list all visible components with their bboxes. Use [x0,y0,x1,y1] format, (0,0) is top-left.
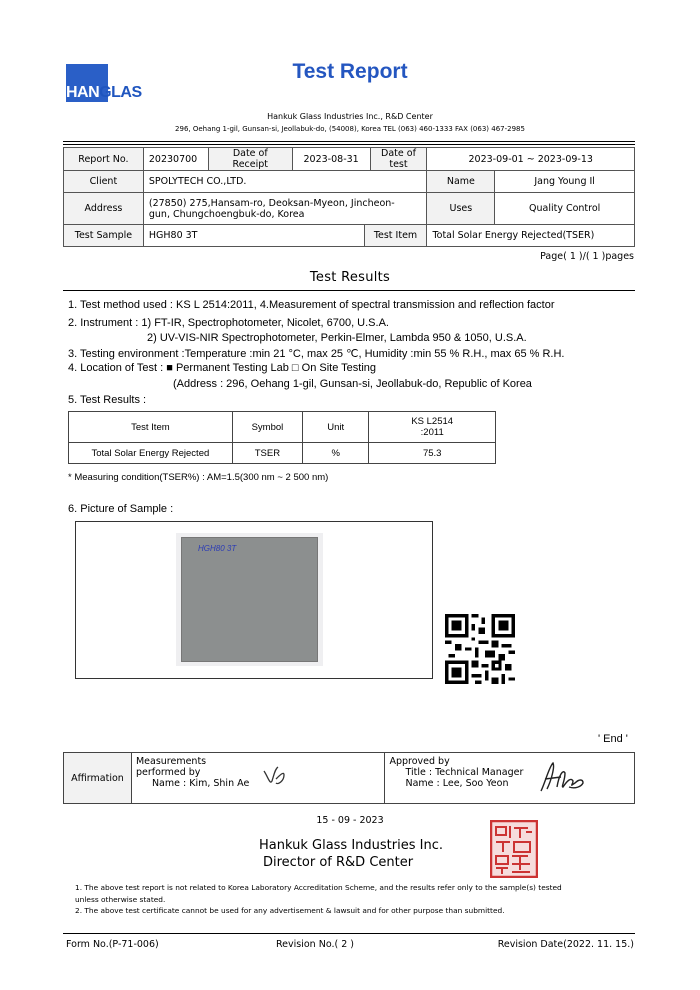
test-date-label: Date of test [370,148,427,171]
revision-number: Revision No.( 2 ) [276,939,354,950]
qr-code-icon [445,614,515,684]
col-standard: KS L2514 :2011 [369,412,496,443]
test-date-value: 2023-09-01 ~ 2023-09-13 [427,148,635,171]
approved-by-cell: Approved by Title : Technical Manager Name : Lee, Soo Yeon [385,753,635,804]
company-logo: HANGLAS [66,84,142,101]
picture-label: 6. Picture of Sample : [68,503,174,515]
results-table [68,411,496,464]
client-label: Client [64,171,144,193]
result-value: 75.3 [369,443,496,464]
location-address-line: (Address : 296, Oehang 1-gil, Gunsan-si, Jeollabuk-do, Republic of Korea [173,378,532,390]
page-title: Test Report [292,60,408,83]
sample-marking: HGH80 3T [198,544,237,553]
page-indicator: Page( 1 )/( 1 )pages [540,251,634,262]
sample-value: HGH80 3T [143,225,364,247]
instrument-line: 2. Instrument : 1) FT-IR, Spectrophotometer, Nicolet, 6700, U.S.A. [68,317,389,329]
test-results-label: 5. Test Results : [68,394,147,406]
results-divider [63,290,635,291]
test-item-value: Total Solar Energy Rejected(TSER) [427,225,635,247]
company-name: Hankuk Glass Industries Inc. [259,838,443,853]
issue-date: 15 - 09 - 2023 [316,815,384,826]
signature-measurer [260,763,296,791]
report-no-label: Report No. [64,148,144,171]
address-label: Address [64,193,144,225]
col-unit: Unit [303,412,369,443]
end-mark: ' End ' [598,733,628,745]
col-test-item: Test Item [69,412,233,443]
client-value: SPOLYTECH CO.,LTD. [143,171,427,193]
org-line: Hankuk Glass Industries Inc., R&D Center [267,112,433,121]
footer-divider [63,933,635,934]
result-symbol: TSER [232,443,302,464]
location-line: 4. Location of Test : ■ Permanent Testing Lab □ On Site Testing [68,362,377,374]
sample-label: Test Sample [64,225,144,247]
report-no-value: 20230700 [143,148,208,171]
results-title: Test Results [309,270,391,285]
name-label: Name [427,171,495,193]
instrument-line-2: 2) UV-VIS-NIR Spectrophotometer, Perkin-Elmer, Lambda 950 & 1050, U.S.A. [147,332,527,344]
uses-value: Quality Control [495,193,635,225]
result-item: Total Solar Energy Rejected [69,443,233,464]
sample-photo [182,538,317,661]
report-info-table [63,147,635,247]
test-method-line: 1. Test method used : KS L 2514:2011, 4.Measurement of spectral transmission and reflection factor [68,299,555,311]
official-seal-stamp [490,820,538,878]
header-divider [63,141,635,145]
revision-date: Revision Date(2022. 11. 15.) [497,939,634,950]
address-line: 296, Oehang 1-gil, Gunsan-si, Jeollabuk-do, (54008), Korea TEL (063) 460-1333 FAX (063) 467-2985 [175,125,525,133]
environment-line: 3. Testing environment :Temperature :min 21 °C, max 25 ℃, Humidity :min 55 % R.H., max 65 % R.H. [68,348,565,360]
director-title: Director of R&D Center [263,855,414,870]
affirmation-label: Affirmation [64,753,132,804]
receipt-label: Date of Receipt [208,148,292,171]
uses-label: Uses [427,193,495,225]
test-item-label: Test Item [364,225,427,247]
signature-approver [535,757,587,797]
receipt-value: 2023-08-31 [292,148,370,171]
disclaimer: 1. The above test report is not related to Korea Laboratory Accreditation Scheme, and the results refer only to the sample(s) tested unless otherwise stated. 2. The above test certificate cannot be used for any advertisement & lawsuit and for other purpose than submitted. [75,883,562,915]
measured-by-cell: Measurements performed by Name : Kim, Shin Ae [131,753,385,804]
company-signature-block [259,837,443,871]
name-value: Jang Young Il [495,171,635,193]
measuring-note: * Measuring condition(TSER%) : AM=1.5(300 nm ~ 2 500 nm) [68,472,329,483]
affirmation-table [63,752,635,804]
col-symbol: Symbol [232,412,302,443]
address-value: (27850) 275,Hansam-ro, Deoksan-Myeon, Jincheon- gun, Chungchoengbuk-do, Korea [143,193,427,225]
result-unit: % [303,443,369,464]
form-number: Form No.(P-71-006) [66,939,159,950]
